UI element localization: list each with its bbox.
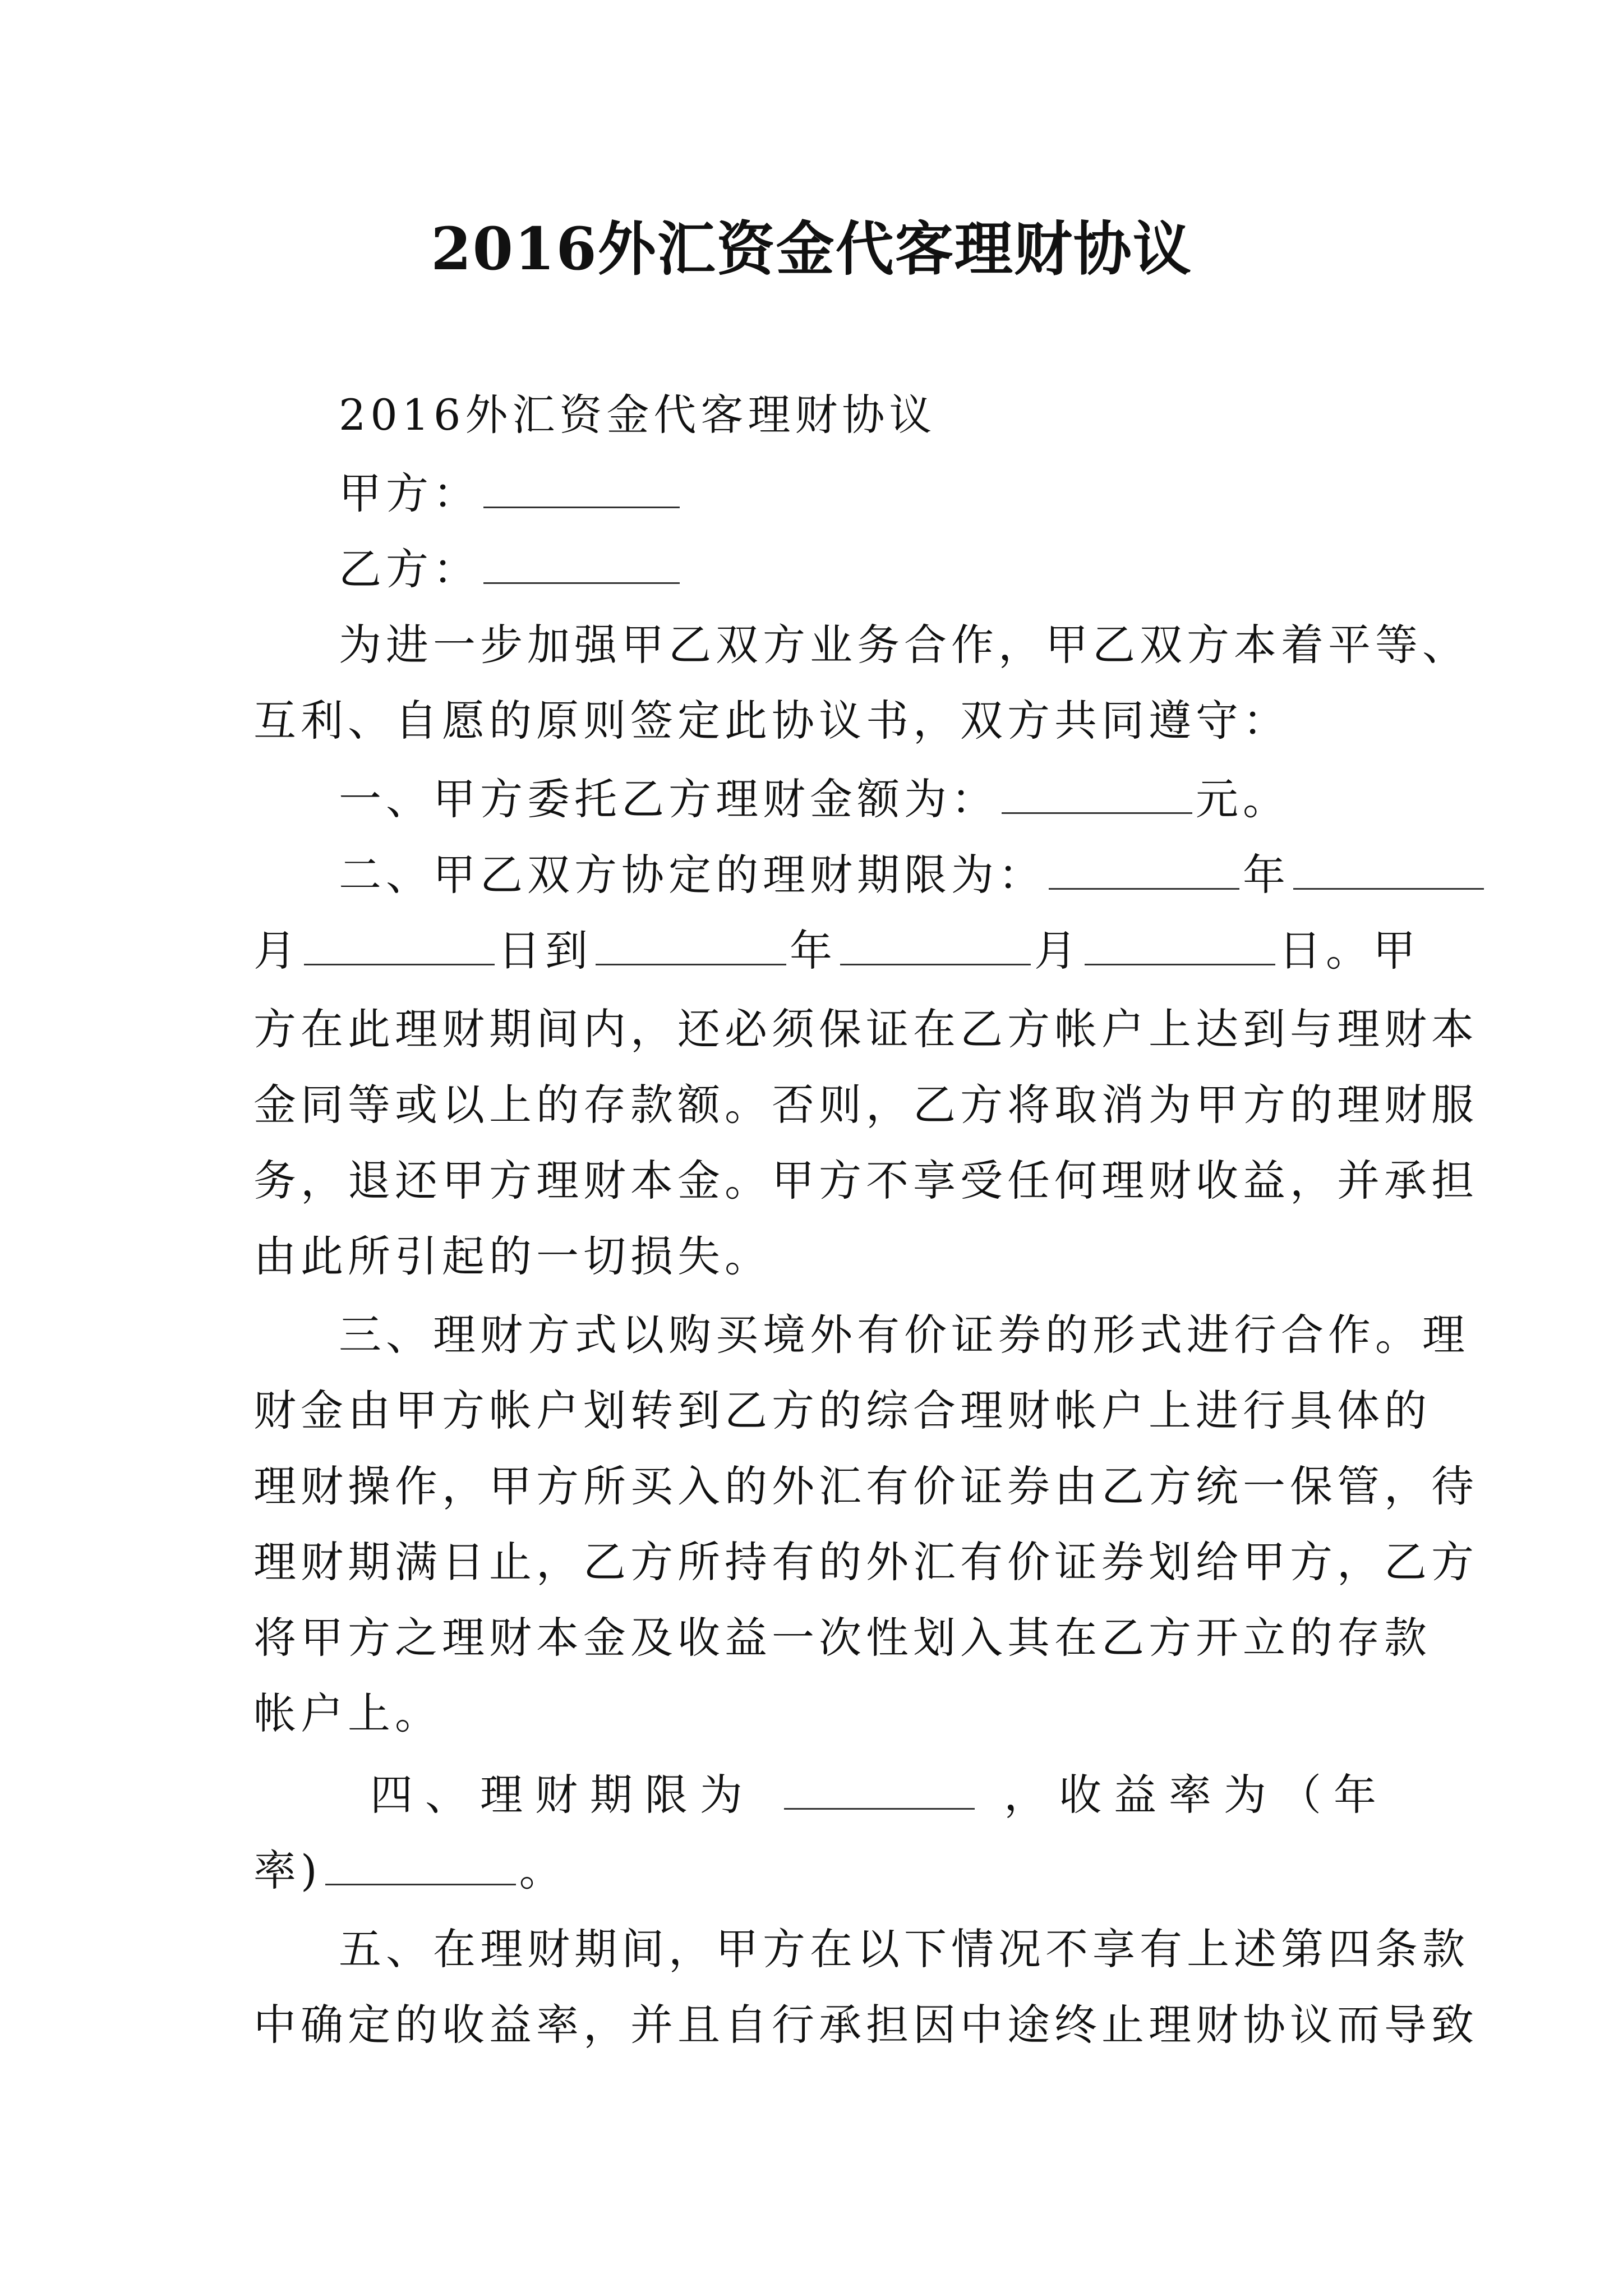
- clause-3-line-1: 三、理财方式以购买境外有价证券的形式进行合作。理: [339, 1310, 1469, 1360]
- clause-2-line-6: 由此所引起的一切损失。: [253, 1231, 772, 1281]
- clause-2-line-2: [253, 923, 1420, 979]
- document-title: 2016外汇资金代客理财协议: [431, 214, 1192, 283]
- term-blank: [784, 1771, 975, 1810]
- clause-4-line2-suffix: 。: [519, 1846, 566, 1895]
- intro-line-2: 互利、自愿的原则签定此协议书，双方共同遵守：: [253, 696, 1290, 746]
- intro-line-1: 为进一步加强甲乙双方业务合作，甲乙双方本着平等、: [339, 620, 1469, 670]
- party-b-label: 乙方：: [339, 544, 480, 594]
- party-a-line: [339, 466, 1386, 522]
- clause-3-line-6: 帐户上。: [253, 1688, 442, 1738]
- clause-2-line-3: 方在此理财期间内，还必须保证在乙方帐户上达到与理财本: [253, 1004, 1478, 1054]
- clause-3-line-3: 理财操作，甲方所买入的外汇有价证券由乙方统一保管，待: [253, 1461, 1478, 1511]
- party-b-blank: [483, 545, 680, 584]
- clause-2-month-1: 月: [253, 926, 301, 976]
- clause-2-year-2: 年: [790, 926, 837, 976]
- rate-blank: [325, 1847, 516, 1885]
- document-subtitle: 2016外汇资金代客理财协议: [339, 390, 937, 440]
- clause-2-day-to: 日到: [498, 926, 592, 976]
- party-a-blank: [483, 470, 680, 508]
- clause-3-line-2: 财金由甲方帐户划转到乙方的综合理财帐户上进行具体的: [253, 1386, 1431, 1435]
- end-month-blank: [840, 927, 1031, 965]
- start-day-blank: [304, 927, 495, 965]
- clause-4-line-1: [370, 1767, 1386, 1823]
- clause-2-month-2: 月: [1034, 926, 1081, 976]
- party-a-label: 甲方：: [339, 468, 480, 518]
- start-year-blank: [1049, 851, 1239, 890]
- end-year-blank: [596, 927, 786, 965]
- amount-blank: [1002, 775, 1192, 814]
- clause-2-line-4: 金同等或以上的存款额。否则，乙方将取消为甲方的理财服: [253, 1080, 1478, 1130]
- clause-5-line-1: 五、在理财期间，甲方在以下情况不享有上述第四条款: [339, 1924, 1469, 1974]
- clause-1-prefix: 一、甲方委托乙方理财金额为：: [339, 774, 998, 824]
- end-day-blank: [1085, 927, 1275, 965]
- clause-5-line-2: 中确定的收益率，并且自行承担因中途终止理财协议而导致: [253, 2000, 1478, 2050]
- clause-4-line-2: [253, 1843, 1386, 1899]
- clause-3-line-4: 理财期满日止，乙方所持有的外汇有价证券划给甲方，乙方: [253, 1537, 1478, 1587]
- start-month-blank: [1293, 851, 1484, 890]
- clause-3-line-5: 将甲方之理财本金及收益一次性划入其在乙方开立的存款: [253, 1613, 1431, 1663]
- clause-2-prefix: 二、甲乙双方协定的理财期限为：: [339, 850, 1045, 900]
- clause-1: [339, 771, 1386, 827]
- clause-4-prefix: 四、理财期限为: [370, 1770, 755, 1820]
- clause-4-middle: ，收益率为（年: [1004, 1770, 1386, 1820]
- clause-2-year-1: 年: [1243, 850, 1290, 900]
- clause-2-line-1: [339, 847, 1386, 903]
- clause-4-line2-prefix: 率): [253, 1846, 322, 1895]
- clause-2-line-5: 务，退还甲方理财本金。甲方不享受任何理财收益，并承担: [253, 1156, 1478, 1205]
- clause-1-suffix: 元。: [1196, 774, 1290, 824]
- party-b-line: [339, 541, 1386, 597]
- clause-2-day-end: 日。甲: [1279, 926, 1420, 976]
